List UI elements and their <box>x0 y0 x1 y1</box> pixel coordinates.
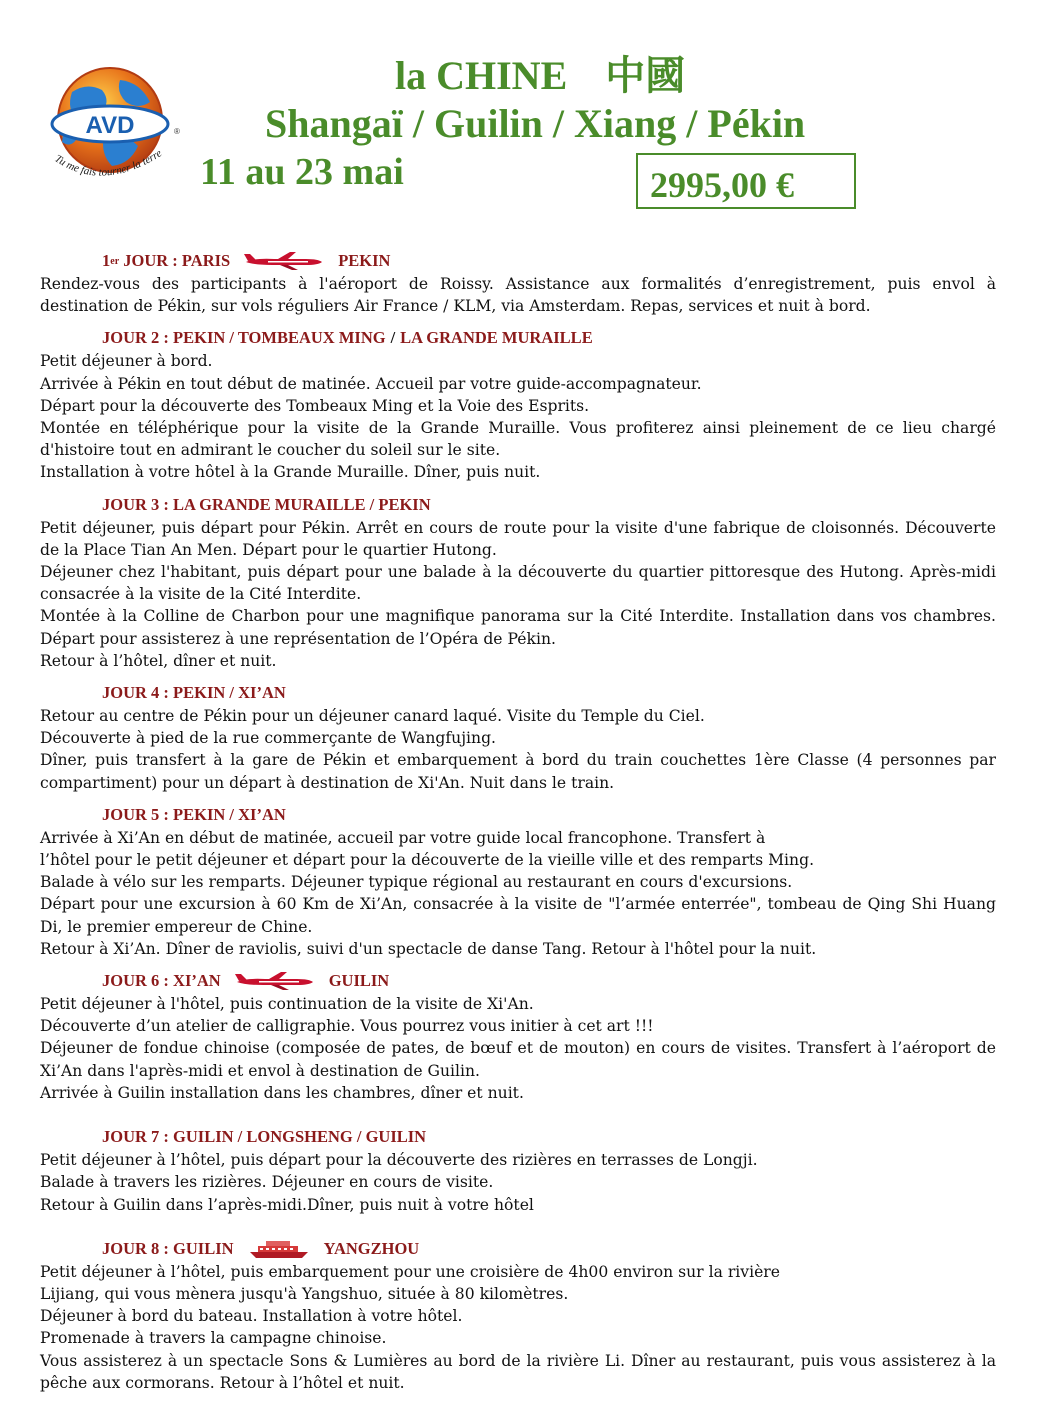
day-heading: JOUR 8 : GUILIN YANGZHOU <box>102 1238 420 1258</box>
day-text-line: Retour au centre de Pékin pour un déjeuner canard laqué. Visite du Temple du Ciel. <box>40 707 705 726</box>
day-text-line: Petit déjeuner à l'hôtel, puis continuation de la visite de Xi'An. <box>40 995 534 1014</box>
day-text-line: Montée à la Colline de Charbon pour une magnifique panorama sur la Cité Interdite. Installation dans vos chambres. Départ pour assisterez à une représentation de l’Opéra de Pékin. <box>40 607 996 648</box>
day-heading: JOUR 5 : PEKIN / XI’AN <box>102 804 286 824</box>
day-heading: JOUR 3 : LA GRANDE MURAILLE / PEKIN <box>102 494 431 514</box>
day-6 <box>40 970 996 1104</box>
day-text-line: Petit déjeuner à l’hôtel, puis départ pour la découverte des rizières en terrasses de Longji. <box>40 1151 758 1170</box>
day-text-line: Arrivée à Pékin en tout début de matinée. Accueil par votre guide-accompagnateur. <box>40 374 702 393</box>
plane-icon <box>235 971 315 991</box>
day-text-line: Retour à Guilin dans l’après-midi.Dîner, puis nuit à votre hôtel <box>40 1195 534 1214</box>
day-text-line: Vous assisterez à un spectacle Sons & Lumières au bord de la rivière Li. Dîner au restaurant, puis vous assisterez à la pêche aux cormorans. Retour à l’hôtel et nuit. <box>40 1351 996 1392</box>
day-text-line: Rendez-vous des participants à l'aéroport de Roissy. Assistance aux formalités d’enregistrement, puis envol à destination de Pékin, sur vols réguliers Air France / KLM, via Amsterdam. Repas, services et nuit à bord. <box>40 275 996 316</box>
day-text-line: Retour à l’hôtel, dîner et nuit. <box>40 651 277 670</box>
day-text-line: Retour à Xi’An. Dîner de raviolis, suivi d'un spectacle de danse Tang. Retour à l'hôtel pour la nuit. <box>40 939 817 958</box>
day-text-line: Petit déjeuner à l’hôtel, puis embarquement pour une croisière de 4h00 environ sur la rivière <box>40 1262 780 1281</box>
day-text-line: Petit déjeuner à bord. <box>40 352 213 371</box>
plane-icon <box>244 251 324 271</box>
day-text-line: Lijiang, qui vous mènera jusqu'à Yangshuo, située à 80 kilomètres. <box>40 1284 569 1303</box>
day-heading: 1 er JOUR : PARIS PEKIN <box>102 251 391 270</box>
title-line-2: Shangaï / Guilin / Xiang / Pékin <box>265 101 806 146</box>
day-text-line: l’hôtel pour le petit déjeuner et départ pour la découverte de la vieille ville et des remparts Ming. <box>40 851 815 870</box>
day-7 <box>40 1126 996 1216</box>
day-text-line: Balade à travers les rizières. Déjeuner en cours de visite. <box>40 1173 494 1192</box>
day-heading: JOUR 6 : XI’AN GUILIN <box>102 971 390 991</box>
day-text-line: Déjeuner à bord du bateau. Installation à votre hôtel. <box>40 1307 463 1326</box>
trip-dates: 11 au 23 mai <box>200 151 404 193</box>
day-8 <box>40 1238 996 1394</box>
itinerary <box>40 250 996 1394</box>
day-3 <box>40 494 996 672</box>
day-text-line: Montée en téléphérique pour la visite de la Grande Muraille. Vous profiterez ainsi pleinement de ce lieu chargé d'histoire tout en admirant le coucher du soleil sur le site. <box>40 419 996 460</box>
svg-text:AVD: AVD <box>85 112 135 139</box>
price-box: 2995,00 € <box>636 153 856 209</box>
day-text-line: Balade à vélo sur les remparts. Déjeuner typique régional au restaurant en cours d'excursions. <box>40 873 793 892</box>
day-heading: JOUR 4 : PEKIN / XI’AN <box>102 683 286 703</box>
day-text-line: Déjeuner de fondue chinoise (composée de pates, de bœuf et de mouton) en cours de visites. Transfert à l’aéroport de Xi’An dans l'après-midi et envol à destination de Guilin. <box>40 1039 996 1080</box>
day-text-line: Promenade à travers la campagne chinoise. <box>40 1329 387 1348</box>
day-heading: JOUR 2 : PEKIN / TOMBEAUX MING / LA GRANDE MURAILLE <box>102 328 593 348</box>
svg-text:®: ® <box>174 127 180 136</box>
day-text-line: Dîner, puis transfert à la gare de Pékin et embarquement à bord du train couchettes 1ère Classe (4 personnes par compartiment) pour un départ à destination de Xi'An. Nuit dans le train. <box>40 751 996 792</box>
day-text-line: Installation à votre hôtel à la Grande Muraille. Dîner, puis nuit. <box>40 463 541 482</box>
day-2 <box>40 327 996 483</box>
svg-text:Tu me fais tourner la terre: Tu me fais tourner la terre <box>52 147 165 179</box>
day-5 <box>40 804 996 960</box>
day-text-line: Découverte à pied de la rue commerçante de Wangfujing. <box>40 729 497 748</box>
avd-logo <box>42 62 182 192</box>
boat-icon <box>248 1239 310 1259</box>
day-text-line: Découverte d’un atelier de calligraphie. Vous pourrez vous initier à cet art !!! <box>40 1017 654 1036</box>
day-text-line: Déjeuner chez l'habitant, puis départ pour une balade à la découverte du quartier pittoresque des Hutong. Après-midi consacrée à la visite de la Cité Interdite. <box>40 563 996 604</box>
day-1 <box>40 250 996 317</box>
day-4 <box>40 682 996 794</box>
day-text-line: Petit déjeuner, puis départ pour Pékin. Arrêt en cours de route pour la visite d'une fabrique de cloisonnés. Découverte de la Place Tian An Men. Départ pour le quartier Hutong. <box>40 518 996 559</box>
day-text-line: Arrivée à Guilin installation dans les chambres, dîner et nuit. <box>40 1083 524 1102</box>
day-heading: JOUR 7 : GUILIN / LONGSHENG / GUILIN <box>102 1127 427 1147</box>
day-text-line: Départ pour une excursion à 60 Km de Xi’An, consacrée à la visite de "l’armée enterrée", tombeau de Qing Shi Huang Di, le premier empereur de Chine. <box>40 895 996 936</box>
title-line-1: la CHINE 中國 <box>395 53 686 98</box>
day-text-line: Départ pour la découverte des Tombeaux Ming et la Voie des Esprits. <box>40 396 590 415</box>
day-text-line: Arrivée à Xi’An en début de matinée, accueil par votre guide local francophone. Transfert à <box>40 828 766 847</box>
